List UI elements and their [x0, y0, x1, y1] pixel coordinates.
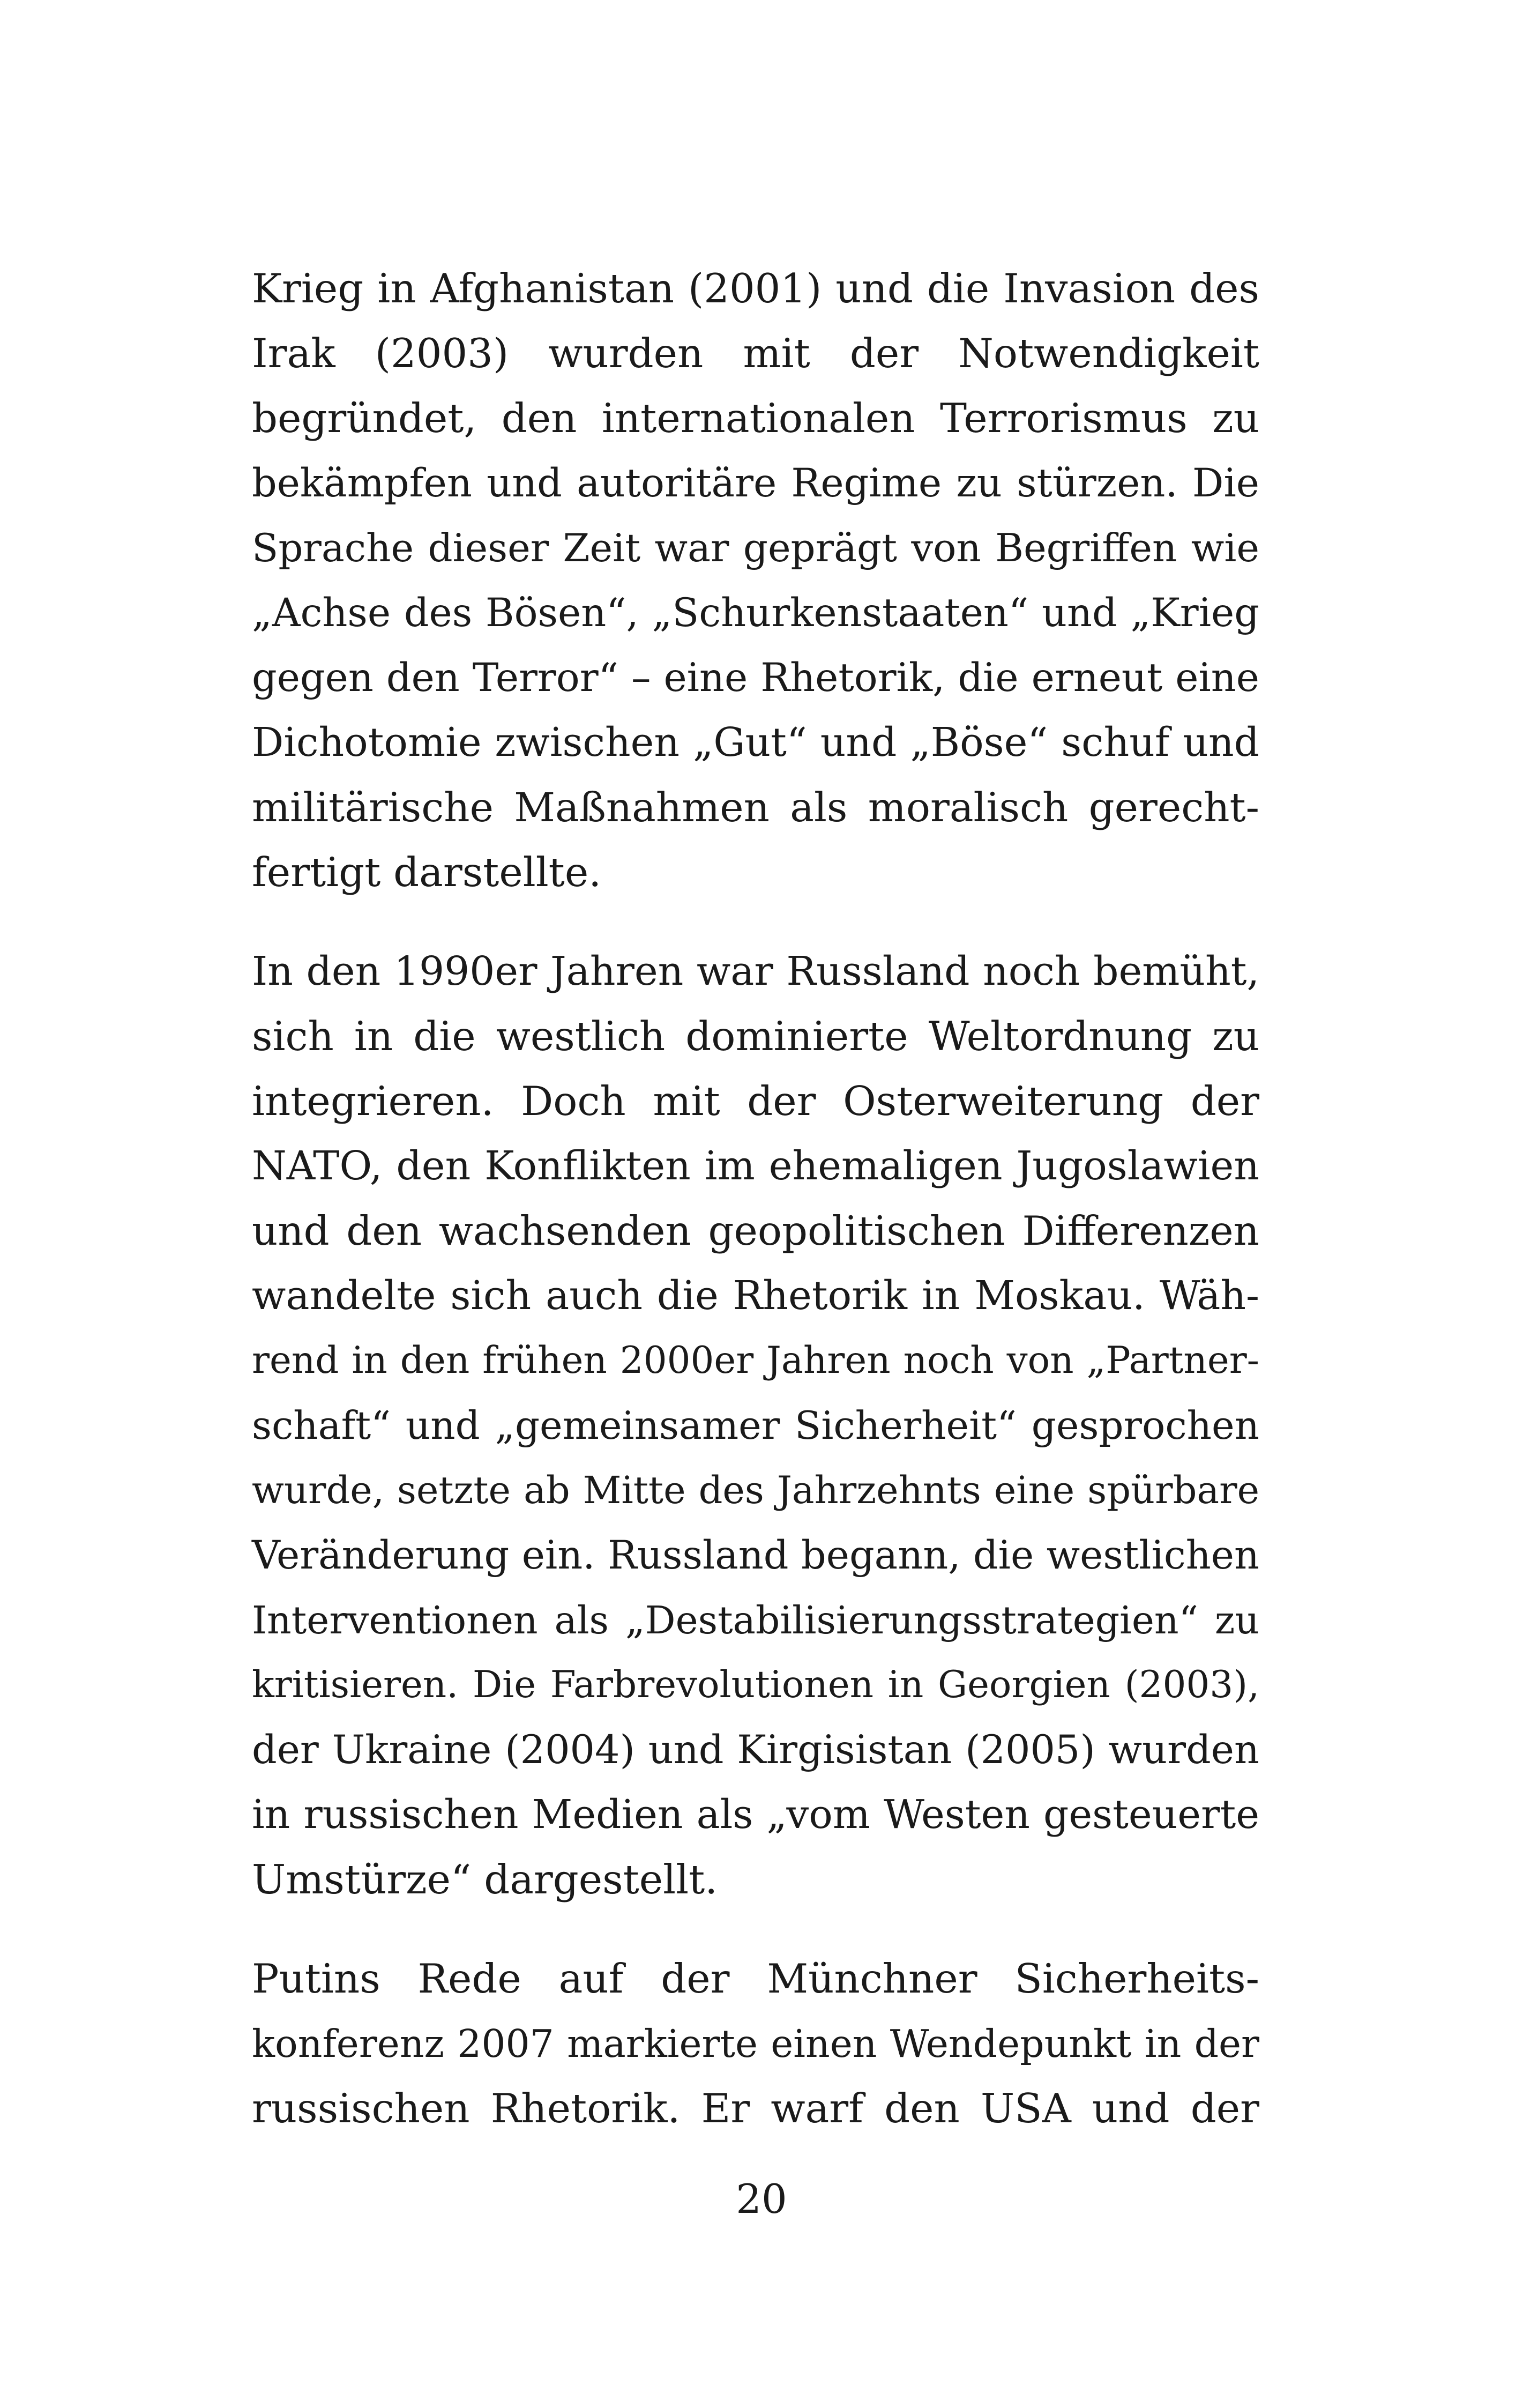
text-line: wandelte sich auch die Rhetorik in Moskau. Wäh- [252, 1273, 1259, 1319]
text-line: „Achse des Bösen“, „Schurkenstaaten“ und „Krieg [252, 590, 1259, 636]
text-line: begründet, den internationalen Terrorismus zu [252, 395, 1259, 442]
text-line: Veränderung ein. Russland begann, die westlichen [252, 1533, 1259, 1578]
text-line: konferenz 2007 markierte einen Wendepunkt in der [252, 2021, 1259, 2066]
text-line: In den 1990er Jahren war Russland noch bemüht, [252, 948, 1259, 994]
text-line: russischen Rhetorik. Er warf den USA und der [252, 2085, 1259, 2132]
text-line: NATO, den Konflikten im ehemaligen Jugoslawien [252, 1143, 1259, 1189]
text-line: Sprache dieser Zeit war geprägt von Begriffen wie [252, 525, 1259, 570]
text-line: militärische Maßnahmen als moralisch gerecht- [252, 784, 1259, 831]
text-line: Irak (2003) wurden mit der Notwendigkeit [252, 330, 1259, 377]
text-line: bekämpfen und autoritäre Regime zu stürzen. Die [252, 460, 1259, 506]
text-line: kritisieren. Die Farbrevolutionen in Georgien (2003), [252, 1663, 1259, 1706]
text-line: Dichotomie zwischen „Gut“ und „Böse“ schuf und [252, 719, 1259, 765]
text-line: gegen den Terror“ – eine Rhetorik, die erneut eine [252, 655, 1259, 701]
paragraph-1 [252, 256, 1259, 905]
text-line: Interventionen als „Destabilisierungsstrategien“ zu [252, 1598, 1259, 1643]
text-line: Krieg in Afghanistan (2001) und die Invasion des [252, 265, 1259, 312]
text-line: sich in die westlich dominierte Weltordnung zu [252, 1013, 1259, 1060]
text-line: und den wachsenden geopolitischen Differenzen [252, 1207, 1259, 1254]
text-line: rend in den frühen 2000er Jahren noch von „Partner- [252, 1339, 1259, 1382]
text-line: wurde, setzte ab Mitte des Jahrzehnts eine spürbare [252, 1468, 1259, 1512]
paragraph-3 [252, 1946, 1259, 2141]
body-text [252, 256, 1259, 2175]
page-number: 20 [736, 2175, 787, 2223]
text-line: in russischen Medien als „vom Westen gesteuerte [252, 1792, 1259, 1838]
text-line: fertigt darstellte. [252, 849, 602, 896]
text-line: schaft“ und „gemeinsamer Sicherheit“ gesprochen [252, 1403, 1259, 1448]
text-line: integrieren. Doch mit der Osterweiterung der [252, 1077, 1259, 1125]
text-line: Umstürze“ dargestellt. [252, 1856, 718, 1903]
text-line: der Ukraine (2004) und Kirgisistan (2005) wurden [252, 1727, 1259, 1773]
text-line: Putins Rede auf der Münchner Sicherheits- [252, 1955, 1259, 2002]
paragraph-2 [252, 939, 1259, 1912]
